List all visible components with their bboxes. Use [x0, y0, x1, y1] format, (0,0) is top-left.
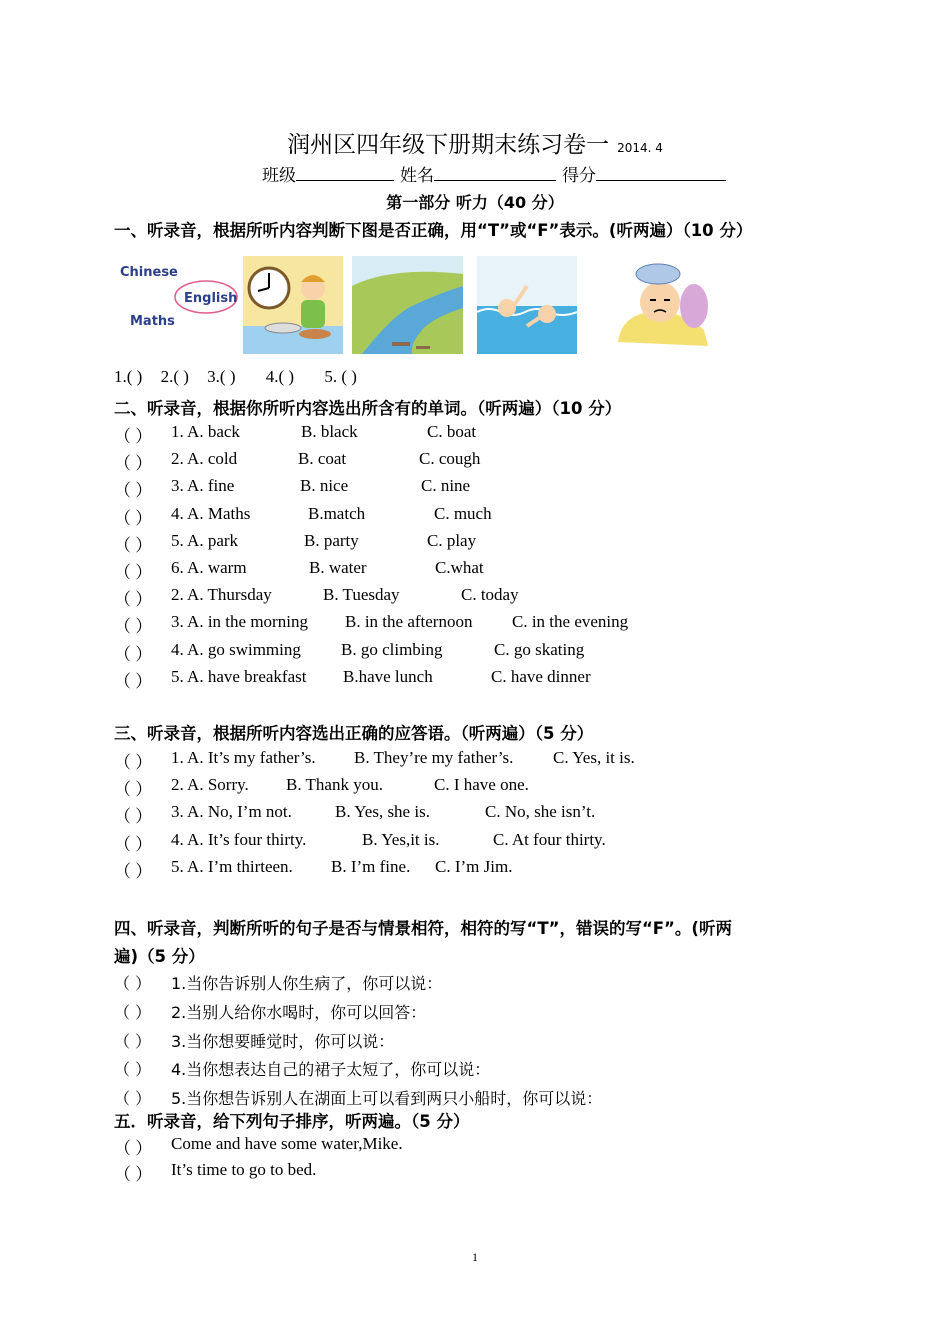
situation-text: 3.当你想要睡觉时，你可以说：: [171, 1031, 395, 1051]
option-a: 4. A. It’s four thirty.: [171, 829, 307, 849]
class-blank[interactable]: [296, 166, 394, 181]
section1-answers: [114, 367, 357, 387]
answer-paren[interactable]: （ ）: [114, 1089, 152, 1109]
answer-3[interactable]: 3.( ): [207, 367, 236, 386]
answer-paren[interactable]: （ ）: [114, 1031, 152, 1051]
river-picture: [352, 256, 463, 354]
answer-paren[interactable]: （ ）: [114, 563, 153, 582]
option-a: 5. A. park: [171, 530, 239, 550]
option-a: 3. A. No, I’m not.: [171, 802, 292, 822]
student-info: [262, 161, 732, 186]
answer-4[interactable]: 4.( ): [265, 367, 295, 386]
answer-paren[interactable]: （ ）: [114, 617, 153, 637]
option-c: C. go skating: [494, 639, 585, 659]
answer-paren[interactable]: （ ）: [114, 535, 153, 555]
score-blank[interactable]: [596, 166, 726, 181]
name-blank[interactable]: [434, 166, 556, 181]
option-a: 3. A. fine: [171, 476, 235, 496]
option-c: C. I have one.: [434, 775, 529, 795]
option-b: B. water: [309, 558, 367, 577]
section2-title: 二、听录音，根据你所听内容选出所含有的单词。（听两遍）（10 分）: [114, 399, 622, 418]
answer-paren[interactable]: （ ）: [114, 1002, 152, 1022]
option-c: C. boat: [427, 422, 477, 441]
answer-paren[interactable]: （ ）: [114, 1060, 152, 1080]
swimmer-1-icon: [498, 299, 516, 317]
answer-paren[interactable]: （ ）: [114, 1164, 153, 1184]
answer-paren[interactable]: （ ）: [114, 834, 153, 854]
answer-paren[interactable]: （ ）: [114, 508, 153, 528]
option-a: 2. A. cold: [171, 449, 238, 469]
option-b: B. party: [304, 530, 359, 550]
option-b: B.match: [308, 503, 366, 523]
part1-title: 第一部分 听力（40 分）: [386, 193, 564, 212]
option-c: C. cough: [419, 449, 481, 469]
option-b: B. Tuesday: [323, 585, 400, 605]
option-b: B. Yes,it is.: [362, 829, 440, 849]
situation-text: 4.当你想表达自己的裙子太短了，你可以说：: [171, 1060, 491, 1080]
option-c: C. At four thirty.: [493, 829, 606, 849]
class-label: 班级: [262, 166, 296, 186]
answer-2[interactable]: 2.( ): [160, 367, 189, 386]
situation-text: 2.当别人给你水喝时，你可以回答：: [171, 1002, 427, 1022]
option-a: 3. A. in the morning: [171, 612, 308, 632]
answer-paren[interactable]: （ ）: [114, 1139, 153, 1158]
option-a: 1. A. It’s my father’s.: [171, 748, 316, 767]
situation-text: 1.当你告诉别人你生病了，你可以说：: [171, 974, 443, 993]
option-b: B. nice: [300, 476, 349, 496]
option-c: C. play: [427, 530, 477, 550]
answer-paren[interactable]: （ ）: [114, 780, 153, 800]
option-b: B. go climbing: [341, 639, 443, 659]
option-c: C. much: [434, 503, 492, 523]
option-b: B. black: [301, 422, 358, 441]
answer-paren[interactable]: （ ）: [114, 753, 153, 772]
option-c: C. I’m Jim.: [435, 856, 513, 876]
subject-chinese: Chinese: [120, 265, 178, 280]
answer-paren[interactable]: （ ）: [114, 861, 153, 881]
section5-title: 五．听录音，给下列句子排序，听两遍。（5 分）: [114, 1112, 470, 1131]
sentence-text: Come and have some water,Mike.: [171, 1134, 403, 1153]
sick-picture: [612, 256, 712, 354]
option-b: B. Yes, she is.: [335, 802, 430, 822]
answer-paren[interactable]: （ ）: [114, 481, 153, 501]
sick-boy-head-icon: [640, 282, 680, 322]
subject-english: English: [184, 291, 238, 306]
answer-paren[interactable]: （ ）: [114, 590, 153, 610]
option-a: 5. A. I’m thirteen.: [171, 856, 293, 876]
swimming-picture: [477, 256, 577, 354]
breakfast-svg: [243, 256, 343, 354]
option-c: C. in the evening: [512, 612, 629, 632]
option-a: 4. A. go swimming: [171, 639, 301, 659]
option-a: 6. A. warm: [171, 558, 247, 577]
swimmer-2-icon: [538, 305, 556, 323]
title-date: 2014. 4: [617, 141, 663, 155]
option-a: 2. A. Sorry.: [171, 775, 249, 795]
option-c: C. today: [461, 585, 519, 605]
river-svg: [352, 256, 463, 354]
breakfast-picture: [243, 256, 343, 354]
subject-maths: Maths: [130, 314, 175, 329]
sentence-text: It’s time to go to bed.: [171, 1159, 317, 1179]
option-a: 2. A. Thursday: [171, 585, 272, 605]
subjects-svg: [114, 256, 239, 354]
page-number: 1: [472, 1250, 478, 1264]
section4-title-line2: 遍)（5 分）: [114, 947, 205, 966]
option-b: B. in the afternoon: [345, 612, 473, 632]
option-a: 5. A. have breakfast: [171, 666, 307, 686]
answer-5[interactable]: 5. ( ): [324, 367, 357, 386]
option-c: C. Yes, it is.: [553, 748, 635, 767]
answer-1[interactable]: 1.( ): [114, 367, 143, 386]
option-b: B. They’re my father’s.: [354, 748, 514, 767]
option-c: C. No, she isn’t.: [485, 802, 596, 822]
answer-paren[interactable]: （ ）: [114, 454, 153, 474]
page-title: [0, 126, 950, 159]
option-b: B. coat: [298, 449, 347, 469]
answer-paren[interactable]: （ ）: [114, 807, 153, 827]
sick-svg: [612, 256, 712, 354]
situation-text: 5.当你想告诉别人在湖面上可以看到两只小船时，你可以说：: [171, 1089, 603, 1109]
answer-paren[interactable]: （ ）: [114, 671, 153, 691]
option-a: 4. A. Maths: [171, 503, 251, 523]
swimming-svg: [477, 256, 577, 354]
section1-title: 一、听录音，根据所听内容判断下图是否正确，用“T”或“F”表示。(听两遍）（10 分）: [114, 221, 753, 240]
score-label: 得分: [562, 166, 596, 186]
answer-paren[interactable]: （ ）: [114, 427, 153, 446]
ice-pack-icon: [636, 264, 680, 284]
section3-title: 三、听录音，根据所听内容选出正确的应答语。（听两遍）（5 分）: [114, 724, 594, 743]
answer-paren[interactable]: （ ）: [114, 974, 152, 993]
option-c: C. nine: [421, 476, 471, 496]
option-c: C. have dinner: [491, 666, 591, 686]
name-label: 姓名: [400, 166, 434, 186]
option-b: B. I’m fine.: [331, 856, 411, 876]
option-c: C.what: [435, 558, 484, 577]
title-text: 润州区四年级下册期末练习卷一: [287, 132, 610, 158]
option-b: B.have lunch: [343, 666, 433, 686]
option-b: B. Thank you.: [286, 775, 383, 795]
option-a: 1. A. back: [171, 422, 240, 441]
subjects-picture: [114, 256, 239, 354]
section4-title-line1: 四、听录音，判断所听的句子是否与情景相符，相符的写“T”，错误的写“F”。(听两: [114, 919, 732, 938]
answer-paren[interactable]: （ ）: [114, 644, 153, 664]
